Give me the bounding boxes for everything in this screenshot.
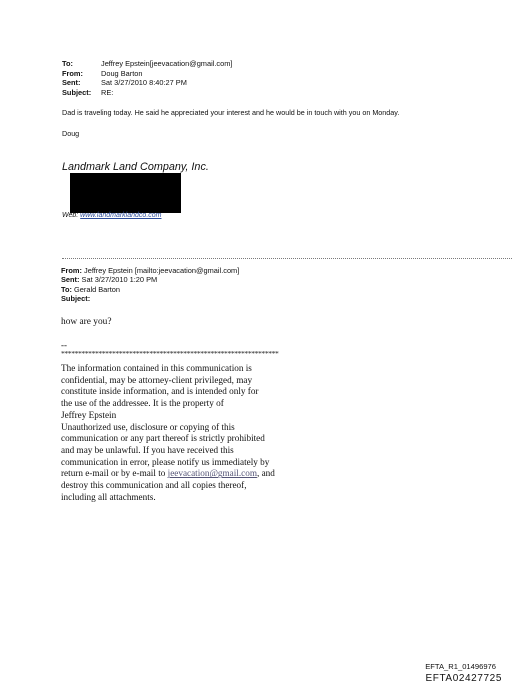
orig-sent-row xyxy=(61,275,239,284)
disclaimer-text: return e-mail or by e-mail to xyxy=(61,468,168,479)
document-id-small: EFTA_R1_01496976 xyxy=(425,662,496,671)
disclaimer-line: confidential, may be attorney-client privileged, may xyxy=(61,374,253,385)
web-link[interactable]: www.landmarklandco.com xyxy=(80,212,162,219)
orig-to-row xyxy=(61,285,239,294)
orig-to-label: To: xyxy=(61,284,72,294)
reply-signoff: Doug xyxy=(62,129,80,138)
confidentiality-disclaimer xyxy=(61,363,275,503)
company-name: Landmark Land Company, Inc. xyxy=(62,161,209,173)
to-value: Jeffrey Epstein[jeevacation@gmail.com] xyxy=(101,59,233,68)
disclaimer-line: The information contained in this communication is xyxy=(61,363,252,373)
disclaimer-line: communication in error, please notify us immediately by xyxy=(61,456,270,467)
web-label: Web: xyxy=(62,212,79,219)
disclaimer-line: the use of the addressee. It is the property of xyxy=(61,398,224,409)
document-id-large: EFTA02427725 xyxy=(425,673,502,684)
web-line xyxy=(62,212,161,219)
disclaimer-line: constitute inside information, and is intended only for xyxy=(61,386,259,397)
orig-sent-value: Sat 3/27/2010 1:20 PM xyxy=(81,275,158,285)
orig-subject-row xyxy=(61,294,239,303)
header-from-row xyxy=(62,69,232,79)
original-body: how are you? xyxy=(61,317,112,327)
from-label: From: xyxy=(62,68,83,78)
header-to-row xyxy=(62,59,232,69)
signature-dashes: -- xyxy=(61,340,67,350)
orig-from-label: From: xyxy=(61,266,82,275)
subject-label: Subject: xyxy=(62,87,92,97)
orig-subject-label: Subject: xyxy=(61,294,91,304)
reply-body: Dad is traveling today. He said he appreciated your interest and he would be in touch with you on Monday. xyxy=(62,108,400,117)
header-subject-row xyxy=(62,88,232,98)
disclaimer-line: including all attachments. xyxy=(61,491,156,502)
disclaimer-line: Unauthorized use, disclosure or copying of this xyxy=(61,421,235,432)
disclaimer-line: Jeffrey Epstein xyxy=(61,409,117,420)
subject-value: RE: xyxy=(101,87,114,97)
email-link[interactable]: jeevacation@gmail.com xyxy=(167,468,257,479)
email-header-original xyxy=(61,266,239,304)
email-header-reply xyxy=(62,59,232,97)
disclaimer-line: communication or any part thereof is strictly prohibited xyxy=(61,433,265,444)
from-value: Doug Barton xyxy=(101,68,143,78)
redaction-block xyxy=(70,173,181,213)
orig-from-value: Jeffrey Epstein [mailto:jeevacation@gmail.com] xyxy=(84,266,240,275)
star-separator: **************************************************************** xyxy=(61,349,279,358)
orig-sent-label: Sent: xyxy=(61,275,80,285)
message-divider xyxy=(62,258,512,259)
sent-label: Sent: xyxy=(62,78,81,88)
to-label: To: xyxy=(62,59,73,68)
disclaimer-line xyxy=(61,468,275,480)
disclaimer-line: destroy this communication and all copies thereof, xyxy=(61,480,247,491)
disclaimer-line: and may be unlawful. If you have received this xyxy=(61,444,234,455)
sent-value: Sat 3/27/2010 8:40:27 PM xyxy=(101,78,187,88)
header-sent-row xyxy=(62,78,232,88)
disclaimer-text: , and xyxy=(256,468,275,479)
orig-from-row xyxy=(61,266,239,275)
orig-to-value: Gerald Barton xyxy=(74,284,121,294)
